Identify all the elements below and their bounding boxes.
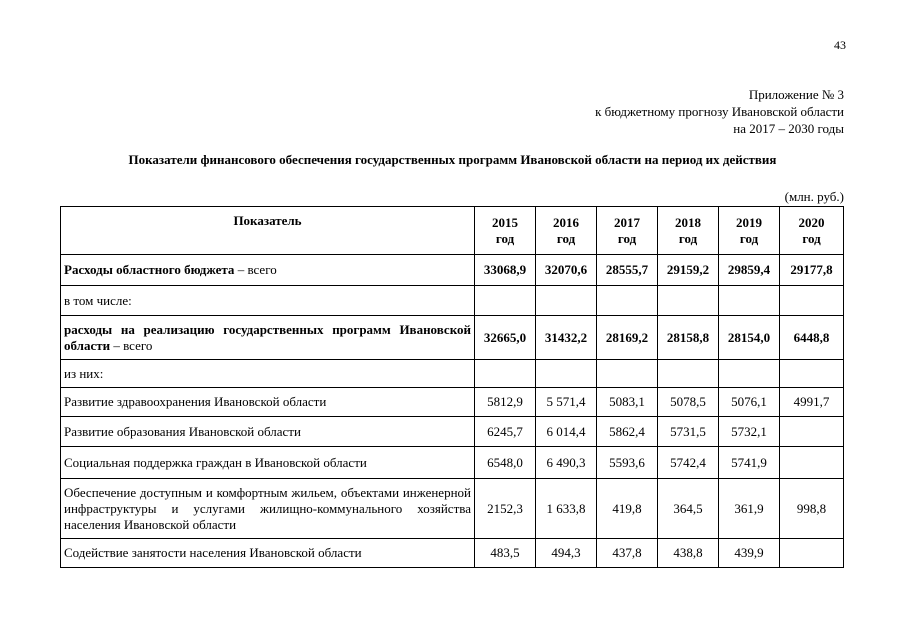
table-cell: 31432,2 (536, 316, 597, 360)
table-cell: 5862,4 (597, 417, 658, 447)
table-row-program-expenses (61, 316, 844, 360)
appendix-line-3: на 2017 – 2030 годы (733, 121, 844, 136)
row-label: расходы на реализацию государственных программ Ивановской области – всего (61, 316, 475, 360)
table-cell: 5741,9 (719, 447, 780, 479)
table-cell: 28154,0 (719, 316, 780, 360)
table-cell (780, 360, 844, 388)
table-cell: 6 490,3 (536, 447, 597, 479)
page-number: 43 (834, 38, 846, 52)
table-row-including (61, 286, 844, 316)
appendix-header (595, 86, 844, 137)
table-cell: 5812,9 (475, 388, 536, 417)
table-row-housing (61, 479, 844, 539)
table-cell: 6245,7 (475, 417, 536, 447)
header-year: 2020 год (780, 207, 844, 255)
table-row-of-them (61, 360, 844, 388)
table-header-row (61, 207, 844, 255)
table-cell: 438,8 (658, 539, 719, 568)
table-cell: 1 633,8 (536, 479, 597, 539)
row-label: Социальная поддержка граждан в Ивановской области (61, 447, 475, 479)
table-cell: 28169,2 (597, 316, 658, 360)
table-cell: 439,9 (719, 539, 780, 568)
table-cell: 6448,8 (780, 316, 844, 360)
table-cell: 998,8 (780, 479, 844, 539)
table-cell (780, 286, 844, 316)
row-label: Расходы областного бюджета – всего (61, 255, 475, 286)
table-cell: 29859,4 (719, 255, 780, 286)
document-title: Показатели финансового обеспечения государственных программ Ивановской области на период их действия (128, 152, 777, 167)
table-cell: 5732,1 (719, 417, 780, 447)
table-cell (719, 286, 780, 316)
table-cell: 6 014,4 (536, 417, 597, 447)
table-cell (658, 286, 719, 316)
header-year: 2019 год (719, 207, 780, 255)
row-label: Обеспечение доступным и комфортным жильем, объектами инженерной инфраструктуры и услугами жилищно-коммунального хозяйства населения Ивановской области (61, 479, 475, 539)
header-year: 2018 год (658, 207, 719, 255)
table-cell: 361,9 (719, 479, 780, 539)
appendix-line-2: к бюджетному прогнозу Ивановской области (595, 104, 844, 119)
table-cell (780, 417, 844, 447)
financing-table (60, 206, 844, 568)
table-cell (475, 360, 536, 388)
table-cell (719, 360, 780, 388)
units-label: (млн. руб.) (784, 189, 844, 204)
table-row-total-expenses (61, 255, 844, 286)
appendix-line-1: Приложение № 3 (748, 87, 844, 102)
table-row-healthcare (61, 388, 844, 417)
table-cell: 364,5 (658, 479, 719, 539)
table-cell: 29177,8 (780, 255, 844, 286)
table-cell: 33068,9 (475, 255, 536, 286)
table-cell: 32665,0 (475, 316, 536, 360)
table-cell: 437,8 (597, 539, 658, 568)
table-cell: 29159,2 (658, 255, 719, 286)
table-cell (475, 286, 536, 316)
table-cell (536, 360, 597, 388)
table-cell: 4991,7 (780, 388, 844, 417)
row-label: Содействие занятости населения Ивановской области (61, 539, 475, 568)
table-cell: 5 571,4 (536, 388, 597, 417)
table-cell: 5731,5 (658, 417, 719, 447)
table-cell: 5083,1 (597, 388, 658, 417)
header-indicator: Показатель (61, 207, 475, 255)
table-cell: 483,5 (475, 539, 536, 568)
table-cell (597, 286, 658, 316)
table-row-social-support (61, 447, 844, 479)
table-cell: 494,3 (536, 539, 597, 568)
table-cell: 2152,3 (475, 479, 536, 539)
row-label: Развитие образования Ивановской области (61, 417, 475, 447)
table-cell: 5742,4 (658, 447, 719, 479)
table-cell: 5593,6 (597, 447, 658, 479)
table-cell (780, 447, 844, 479)
header-year: 2016 год (536, 207, 597, 255)
table-cell: 5076,1 (719, 388, 780, 417)
header-year: 2015 год (475, 207, 536, 255)
table-cell (658, 360, 719, 388)
table-cell: 419,8 (597, 479, 658, 539)
table-cell: 32070,6 (536, 255, 597, 286)
table-cell: 6548,0 (475, 447, 536, 479)
table-cell (597, 360, 658, 388)
table-cell (780, 539, 844, 568)
table-row-education (61, 417, 844, 447)
table-cell: 28555,7 (597, 255, 658, 286)
header-year: 2017 год (597, 207, 658, 255)
row-label: Развитие здравоохранения Ивановской области (61, 388, 475, 417)
table-row-employment (61, 539, 844, 568)
table-cell: 28158,8 (658, 316, 719, 360)
table-cell: 5078,5 (658, 388, 719, 417)
row-label: из них: (61, 360, 475, 388)
table-cell (536, 286, 597, 316)
row-label: в том числе: (61, 286, 475, 316)
